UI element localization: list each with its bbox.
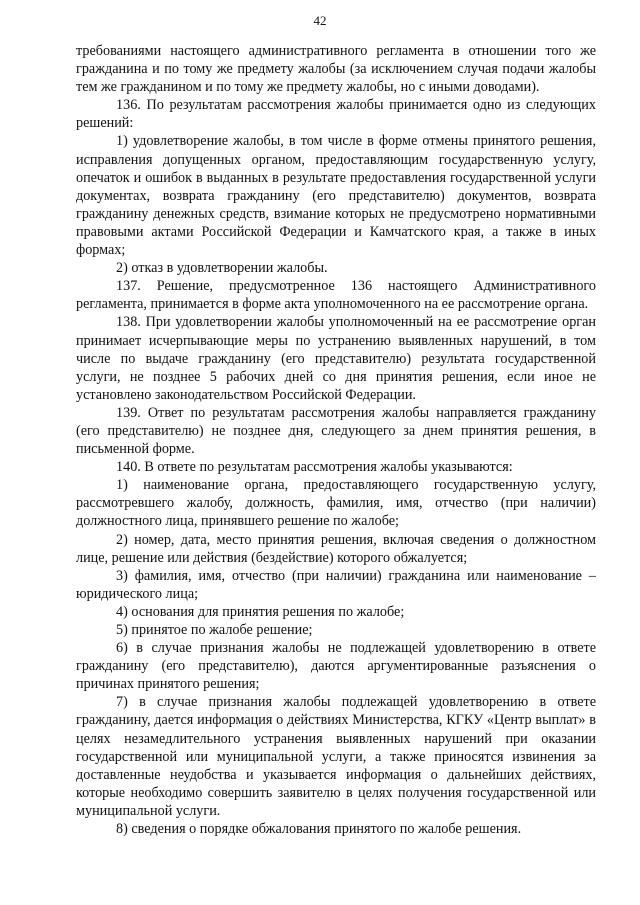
paragraph: 140. В ответе по результатам рассмотрения жалобы указываются: [116, 459, 513, 476]
paragraph: 4) основания для принятия решения по жалобе; [116, 603, 405, 620]
paragraph: 2) отказ в удовлетворении жалобы. [116, 260, 328, 277]
paragraph: 5) принятое по жалобе решение; [116, 622, 313, 638]
paragraph: 7) в случае признания жалобы подлежащей удовлетворению в ответе гражданину, дается информация о действиях Министерства, КГКУ «Центр выплат» в целях незамедлительного устранения выявленных нарушений при оказании государственной или муниципальной услуги, а также приносятся извинения за доставленные неудобства и указывается информация о дальнейших действиях, которые необходимо совершить заявителю в целях получения государственной или муниципальной услуги. [76, 694, 596, 819]
paragraph: 137. Решение, предусмотренное 136 настоящего Административного регламента, принимается в форме акта уполномоченного на ее рассмотрение органа. [76, 278, 596, 313]
paragraph: 1) удовлетворение жалобы, в том числе в форме отмены принятого решения, исправления допущенных органом, предоставляющим государственную услугу, опечаток и ошибок в выданных в результате предоставления государственной услуги документах, возврата гражданину (его представителю) документов, возврата гражданину денежных средств, взимание которых не предусмотрено нормативными правовыми актами Российской Федерации и Камчатского края, а также в иных формах; [76, 133, 596, 259]
paragraph: 1) наименование органа, предоставляющего государственную услугу, рассмотревшего жалобу, должность, фамилия, имя, отчество (при наличии) должностного лица, принявшего решение по жалобе; [76, 477, 596, 530]
document-body [76, 42, 596, 838]
paragraph: 138. При удовлетворении жалобы уполномоченный на ее рассмотрение орган принимает исчерпывающие меры по устранению выявленных нарушений, в том числе по выдаче гражданину (его представителю) результата государственной услуги, не позднее 5 рабочих дней со дня принятия решения, если иное не установлено законодательством Российской Федерации. [76, 314, 596, 403]
page-number: 42 [313, 13, 327, 28]
paragraph: 8) сведения о порядке обжалования принятого по жалобе решения. [116, 821, 522, 838]
paragraph: 2) номер, дата, место принятия решения, включая сведения о должностном лице, решение или действия (бездействие) которого обжалуется; [76, 531, 596, 566]
paragraph: 6) в случае признания жалобы не подлежащей удовлетворению в ответе гражданину (его представителю), даются аргументированные разъяснения о причинах принятого решения; [76, 640, 596, 693]
paragraph: 139. Ответ по результатам рассмотрения жалобы направляется гражданину (его представителю) не позднее дня, следующего за днем принятия решения, в письменной форме. [76, 404, 596, 458]
paragraph: требованиями настоящего административного регламента в отношении того же гражданина и по тому же предмету жалобы (за исключением случая подачи жалобы тем же гражданином и по тому же предмету жалобы, но с иными доводами). [76, 43, 596, 96]
paragraph: 3) фамилия, имя, отчество (при наличии) гражданина или наименование – юридического лица; [76, 567, 596, 602]
paragraph: 136. По результатам рассмотрения жалобы принимается одно из следующих решений: [76, 97, 596, 132]
